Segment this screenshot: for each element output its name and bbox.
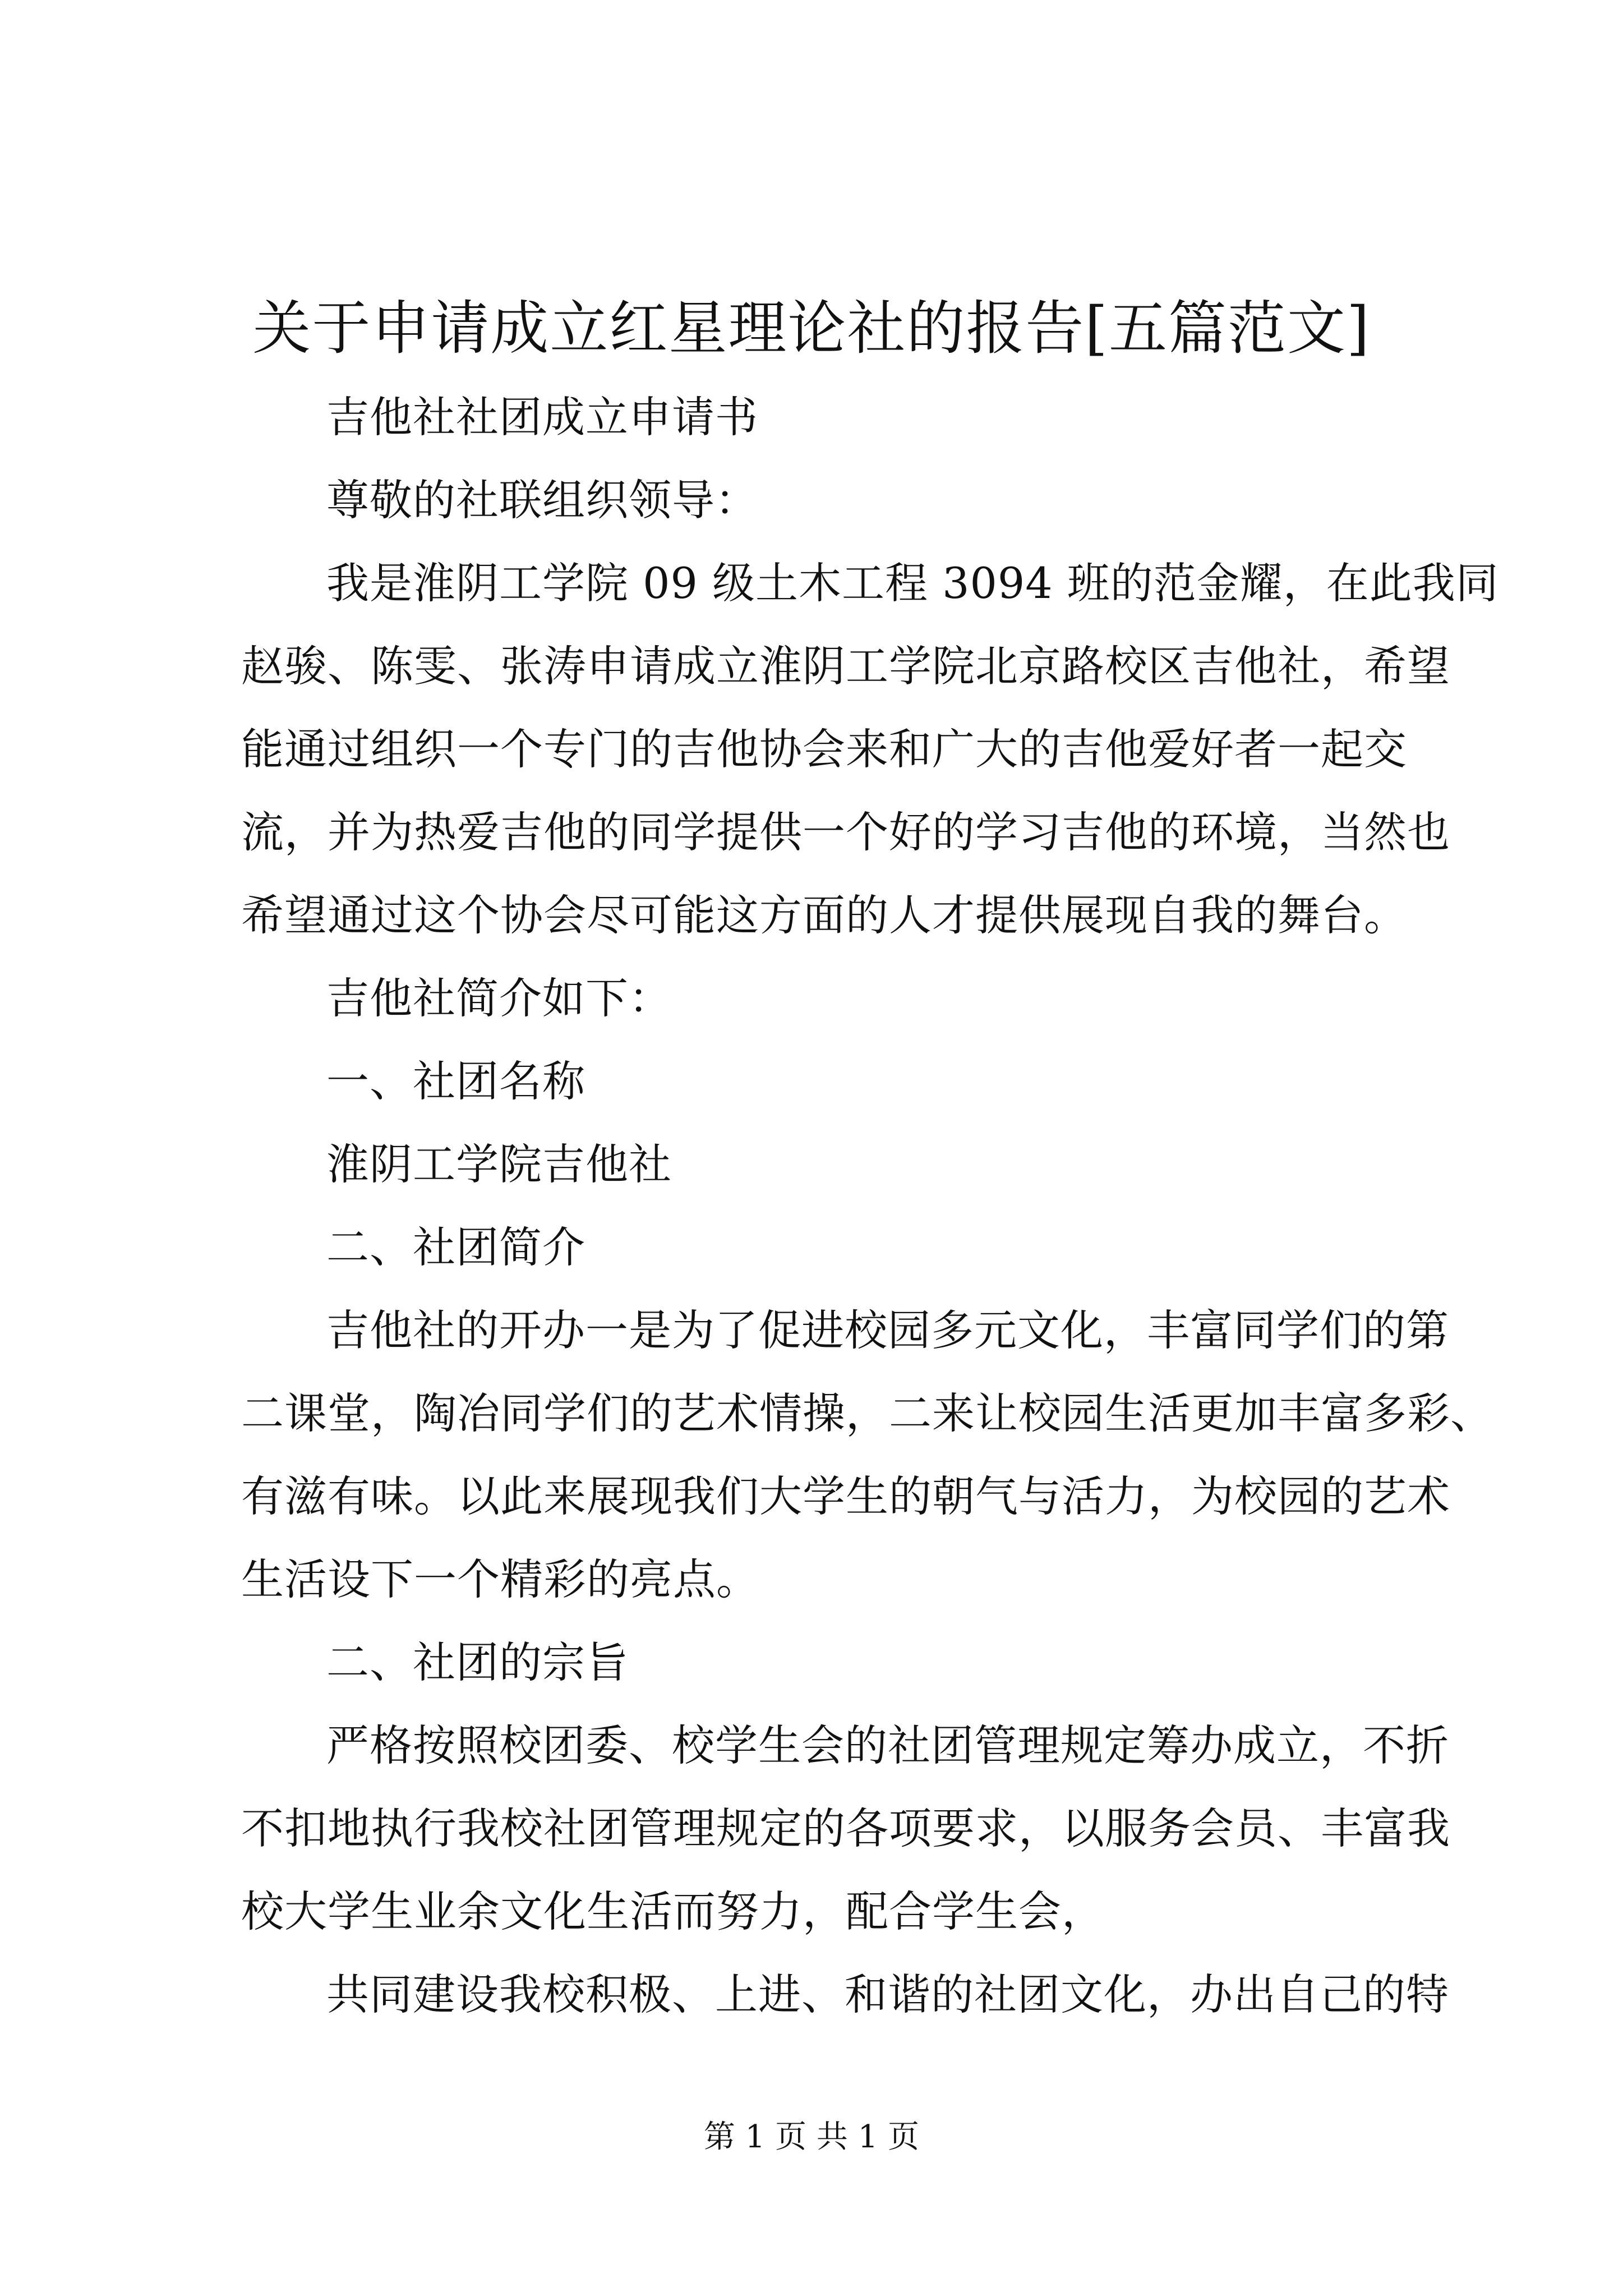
text-line: 吉他社社团成立申请书 [326, 392, 758, 442]
text-line: 吉他社简介如下： [326, 973, 672, 1023]
text-line: 希望通过这个协会尽可能这方面的人才提供展现自我的舞台。 [241, 890, 1407, 940]
document-title: 关于申请成立红星理论社的报告[五篇范文] [252, 294, 1371, 362]
text-line: 尊敬的社联组织领导： [326, 475, 758, 525]
paragraph-11 [241, 1953, 1449, 2036]
paragraph-1 [241, 376, 1413, 459]
text-line: 吉他社的开办一是为了促进校园多元文化，丰富同学们的第 [326, 1305, 1449, 1355]
paragraph-7 [241, 1206, 1413, 1289]
page-footer: 第 1 页 共 1 页 [703, 2119, 920, 2155]
text-line: 有滋有味。以此来展现我们大学生的朝气与活力，为校园的艺术 [241, 1471, 1450, 1521]
paragraph-5 [241, 1040, 1413, 1123]
text-line: 流，并为热爱吉他的同学提供一个好的学习吉他的环境，当然也 [241, 807, 1450, 857]
paragraph-8 [241, 1289, 1493, 1621]
text-line: 严格按照校团委、校学生会的社团管理规定筹办成立，不折 [326, 1720, 1449, 1770]
paragraph-9 [241, 1621, 1413, 1704]
text-line: 不扣地执行我校社团管理规定的各项要求，以服务会员、丰富我 [241, 1803, 1450, 1853]
paragraph-4 [241, 957, 1413, 1040]
paragraph-3 [241, 542, 1499, 957]
text-line: 二课堂，陶冶同学们的艺术情操，二来让校园生活更加丰富多彩、 [241, 1388, 1493, 1438]
text-line: 赵骏、陈雯、张涛申请成立淮阴工学院北京路校区吉他社，希望 [241, 641, 1450, 691]
document-body [241, 376, 1499, 2036]
paragraph-10 [241, 1704, 1450, 1953]
text-line: 校大学生业余文化生活而努力，配合学生会， [241, 1887, 1105, 1936]
text-line: 二、社团简介 [326, 1222, 585, 1272]
paragraph-6 [241, 1123, 1413, 1206]
text-line: 生活设下一个精彩的亮点。 [241, 1554, 759, 1604]
text-line: 二、社团的宗旨 [326, 1637, 629, 1687]
text-line: 我是淮阴工学院 09 级土木工程 3094 班的范金耀，在此我同 [326, 558, 1499, 608]
paragraph-2 [241, 459, 1413, 542]
text-line: 淮阴工学院吉他社 [326, 1139, 672, 1189]
text-line: 共同建设我校积极、上进、和谐的社团文化，办出自己的特 [326, 1970, 1449, 2019]
text-line: 能通过组织一个专门的吉他协会来和广大的吉他爱好者一起交 [241, 724, 1407, 774]
text-line: 一、社团名称 [326, 1056, 585, 1106]
